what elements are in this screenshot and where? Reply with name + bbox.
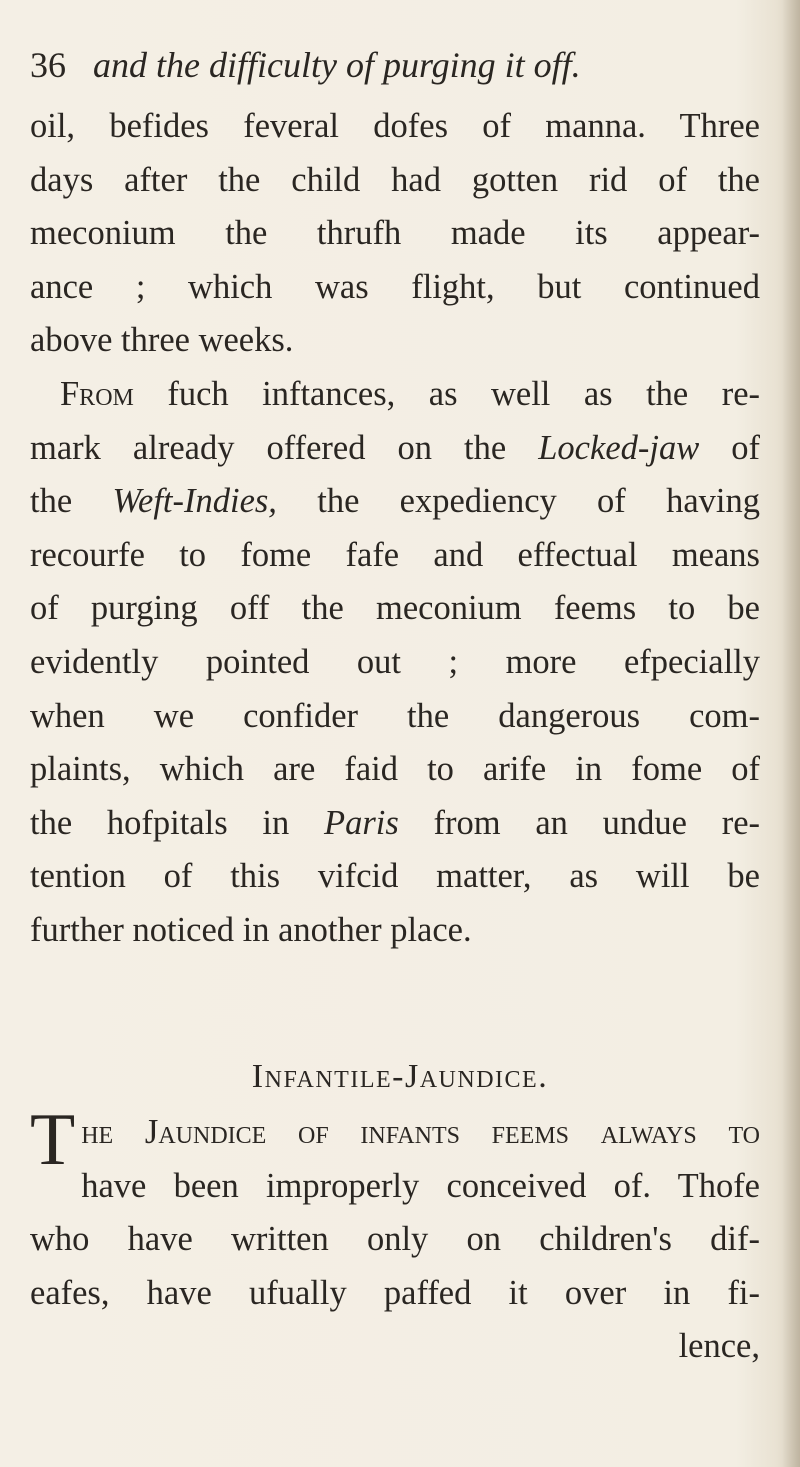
page-edge-shadow [782, 0, 800, 1467]
drop-cap: T [30, 1099, 76, 1181]
text-line [30, 1099, 760, 1181]
section-body [30, 1099, 760, 1374]
text-line: have been improperly conceived of. Thofe [81, 1166, 760, 1205]
text-line [30, 422, 760, 476]
text-line: tention of this vifcid matter, as will be [30, 857, 760, 896]
text-line: who have written only on children's dif- [30, 1220, 760, 1259]
text-span: mark already offered on the [30, 428, 507, 467]
text-line: meconium the thrufh made its appear- [30, 214, 760, 253]
text-line: recourfe to fome fafe and effectual means [30, 535, 760, 574]
italic-term: Paris [324, 803, 399, 842]
running-head [30, 40, 730, 90]
text-line: plaints, which are faid to arife in fome of [30, 750, 760, 789]
italic-term: Locked-jaw [538, 428, 700, 467]
lead-word: From [60, 374, 134, 413]
text-span: of [731, 428, 761, 467]
text-line [30, 475, 760, 529]
catchword: lence, [678, 1327, 760, 1366]
page-number: 36 [30, 45, 66, 85]
text-line: of purging off the meconium feems to be [30, 589, 760, 628]
text-span: the hofpitals in [30, 803, 290, 842]
text-line: oil, befides feveral dofes of manna. Three [30, 107, 760, 145]
text-line [30, 797, 760, 851]
section-heading: Infantile-Jaundice. [251, 1058, 549, 1095]
text-line: further noticed in another place. [30, 910, 472, 949]
text-line [30, 368, 760, 422]
text-line: days after the child had gotten rid of the [30, 160, 760, 199]
text-span: from an undue re- [433, 803, 761, 842]
text-line: ance ; which was flight, but continued [30, 267, 760, 306]
text-line: when we confider the dangerous com- [30, 696, 760, 735]
text-span: fuch inftances, as well as the re- [167, 374, 761, 413]
text-line: evidently pointed out ; more efpecially [30, 642, 760, 681]
text-span: he Jaundice of infants feems always to [81, 1113, 760, 1151]
text-line: eafes, have ufually paffed it over in fi- [30, 1273, 760, 1312]
italic-term: Weft-Indies, [112, 482, 277, 521]
text-span: the expediency of having [317, 482, 760, 521]
running-title: and the difficulty of purging it off. [93, 45, 581, 85]
text-line: above three weeks. [30, 321, 294, 360]
text-span: the [30, 482, 73, 521]
body-text [30, 100, 760, 958]
